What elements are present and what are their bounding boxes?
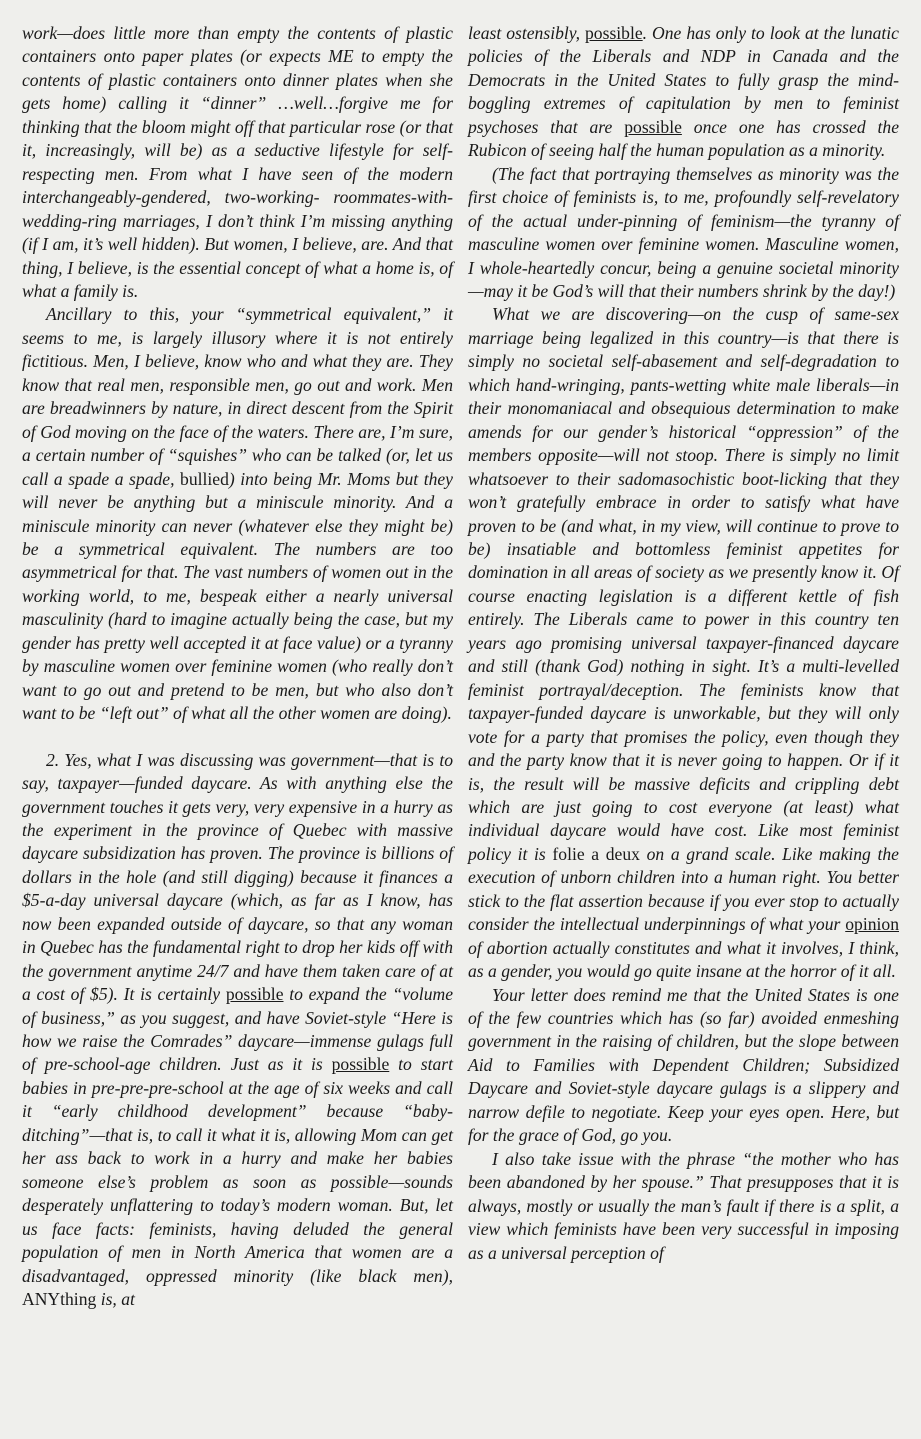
text-run: on a grand scale. Like making the execution of unborn children into a human right. You better stick to the flat assertion because if you ever stop to actually consider the intellectual underpinnings of what your: [468, 843, 899, 935]
text-run: Your letter does remind me that the United States is one of the few countries which has (so far) avoided enmeshing government in the raising of children, but the slope between Aid to Families with Dependent Children; Subsidized Daycare and Soviet-style daycare gulags is a slippery and narrow defile to negotiate. Keep your eyes open. Here, but for the grace of God, go you.: [468, 984, 899, 1146]
text-run: ) into being Mr. Moms but they will never be anything but a miniscule minority. And a miniscule minority can never (whatever else they might be) be a symmetrical equivalent. The numbers are too asymmetrical for that. The vast numbers of women out in the working world, to me, bespeak either a nearly universal masculinity (hard to imagine actually being the case, but my gender has pretty well accepted it at face value) or a tyranny by masculine women over feminine women (who really don’t want to go out and pretend to be men, but who also don’t want to be “left out” of what all the other women are doing).: [22, 468, 453, 724]
roman-word: ANYthing: [22, 1289, 97, 1310]
text-run: . One has only to look at the lunatic policies of the Liberals and NDP in Canada and the Democrats in the United States to fully grasp the mind-boggling extremes of capitulation by men to feminist psychoses that are: [468, 23, 899, 137]
paragraph: [22, 303, 453, 725]
text-run: I also take issue with the phrase “the mother who has been abandoned by her spouse.” That presupposes that it is always, mostly or usually the man’s fault if there is a split, a view which feminists have been very successful in imposing as a universal perception of: [468, 1148, 899, 1263]
underlined-word: opinion: [845, 914, 899, 935]
underlined-word: possible: [225, 984, 284, 1005]
paragraph: [468, 1148, 899, 1265]
text-run: is, at: [96, 1289, 135, 1310]
paragraph: [468, 303, 899, 983]
paragraph: [468, 984, 899, 1148]
text-run: (The fact that portraying themselves as minority was the first choice of feminists is, to me, profoundly self-revelatory of the actual under-pinning of feminism—the tyranny of masculine women over feminine women. Masculine women, I whole-heartedly concur, being a genuine societal minority—may it be God’s will that their numbers shrink by the day!): [468, 163, 899, 301]
text-run: What we are discovering—on the cusp of same-sex marriage being legalized in this country—is that there is simply no societal self-abasement and self-degradation to which hand-wringing, pants-wetting white male liberals—in their monomaniacal and obsequious determination to make amends for our gender’s historical “oppression” of the members opposite—will not stoop. There is simply no limit whatsoever to their sadomasochistic boot-licking that they won’t gratefully embrace in order to satisfy what have proven to be (and what, in my view, will continue to prove to be) insatiable and bottomless feminist appetites for domination in all areas of society as we presently know it. Of course enacting legislation is a different kettle of fish entirely. The Liberals came to power in this country ten years ago promising universal taxpayer-financed daycare and still (thank God) nothing in sight. It’s a multi-levelled feminist portrayal/deception. The feminists know that taxpayer-funded daycare is unworkable, but they will only vote for a party that promises the policy, even though they and the party know that it is never going to happen. Or if it is, the result will be massive deficits and crippling debt which are just going to cost everyone (at least) what individual daycare would have cost. Like most feminist policy it is: [468, 304, 899, 864]
paragraph: [468, 22, 899, 163]
roman-word: bullied: [180, 468, 229, 489]
text-run: 2. Yes, what I was discussing was government—that is to say, taxpayer—funded daycare. As with anything else the government touches it gets very, very expensive in a hurry as the experiment in the province of Quebec with massive daycare subsidization has proven. The province is billions of dollars in the hole (and still digging) because it finances a $5-a-day universal daycare (which, as far as I know, has now been expanded outside of daycare, so that any woman in Quebec has the fundamental right to drop her kids off with the government anytime 24/7 and have them taken care of at a cost of $5). It is certainly: [22, 749, 453, 1005]
underlined-word: possible: [624, 116, 682, 137]
underlined-word: possible: [585, 23, 643, 43]
text-run: Ancillary to this, your “symmetrical equivalent,” it seems to me, is largely illusory where it is not entirely fictitious. Men, I believe, know who and what they are. They know that real men, responsible men, go out and work. Men are breadwinners by nature, in direct descent from the Spirit of God moving on the face of the waters. There are, I’m sure, a certain number of “squishes” who can be talked (or, let us call a spade a spade,: [22, 304, 453, 489]
text-run: of abortion actually constitutes and what it involves, I think, as a gender, you would go quite insane at the horror of it all.: [468, 937, 899, 982]
text-run: once one has crossed the Rubicon of seeing half the human population as a minority.: [468, 116, 900, 161]
left-column: [22, 22, 453, 1439]
text-run: to start babies in pre-pre-pre-school at the age of six weeks and call it “early childhood development” because “baby-ditching”—that is, to call it what it is, allowing Mom can get her ass back to work in a hurry and make her babies someone else’s problem as soon as possible—sounds desperately unflattering to today’s modern woman. But, let us face facts: feminists, having deluded the general population of men in North America that women are a disadvantaged, oppressed minority (like black men),: [22, 1054, 454, 1286]
text-run: least ostensibly,: [468, 23, 585, 43]
paragraph: [22, 749, 453, 1312]
roman-word: folie a deux: [552, 843, 640, 864]
paragraph: [468, 163, 899, 304]
paragraph: [22, 22, 453, 303]
underlined-word: possible: [331, 1054, 390, 1075]
text-run: to expand the “volume of business,” as you suggest, and have Soviet-style “Here is how we raise the Comrades” daycare—immense gulags full of pre-school-age children. Just as it is: [22, 984, 454, 1075]
right-column: [468, 22, 899, 1439]
text-run: work—does little more than empty the contents of plastic containers onto paper plates (or expects ME to empty the contents of plastic containers onto dinner plates when she gets home) calling it “dinner” …well…forgive me for thinking that the bloom might off that particular rose (or that it, increasingly, will be) as a seductive lifestyle for self-respecting men. From what I have seen of the modern interchangeably-gendered, two-working- roommates-with-wedding-ring marriages, I don’t think I’m missing anything (if I am, it’s well hidden). But women, I believe, are. And that thing, I believe, is the essential concept of what a home is, of what a family is.: [22, 23, 453, 301]
